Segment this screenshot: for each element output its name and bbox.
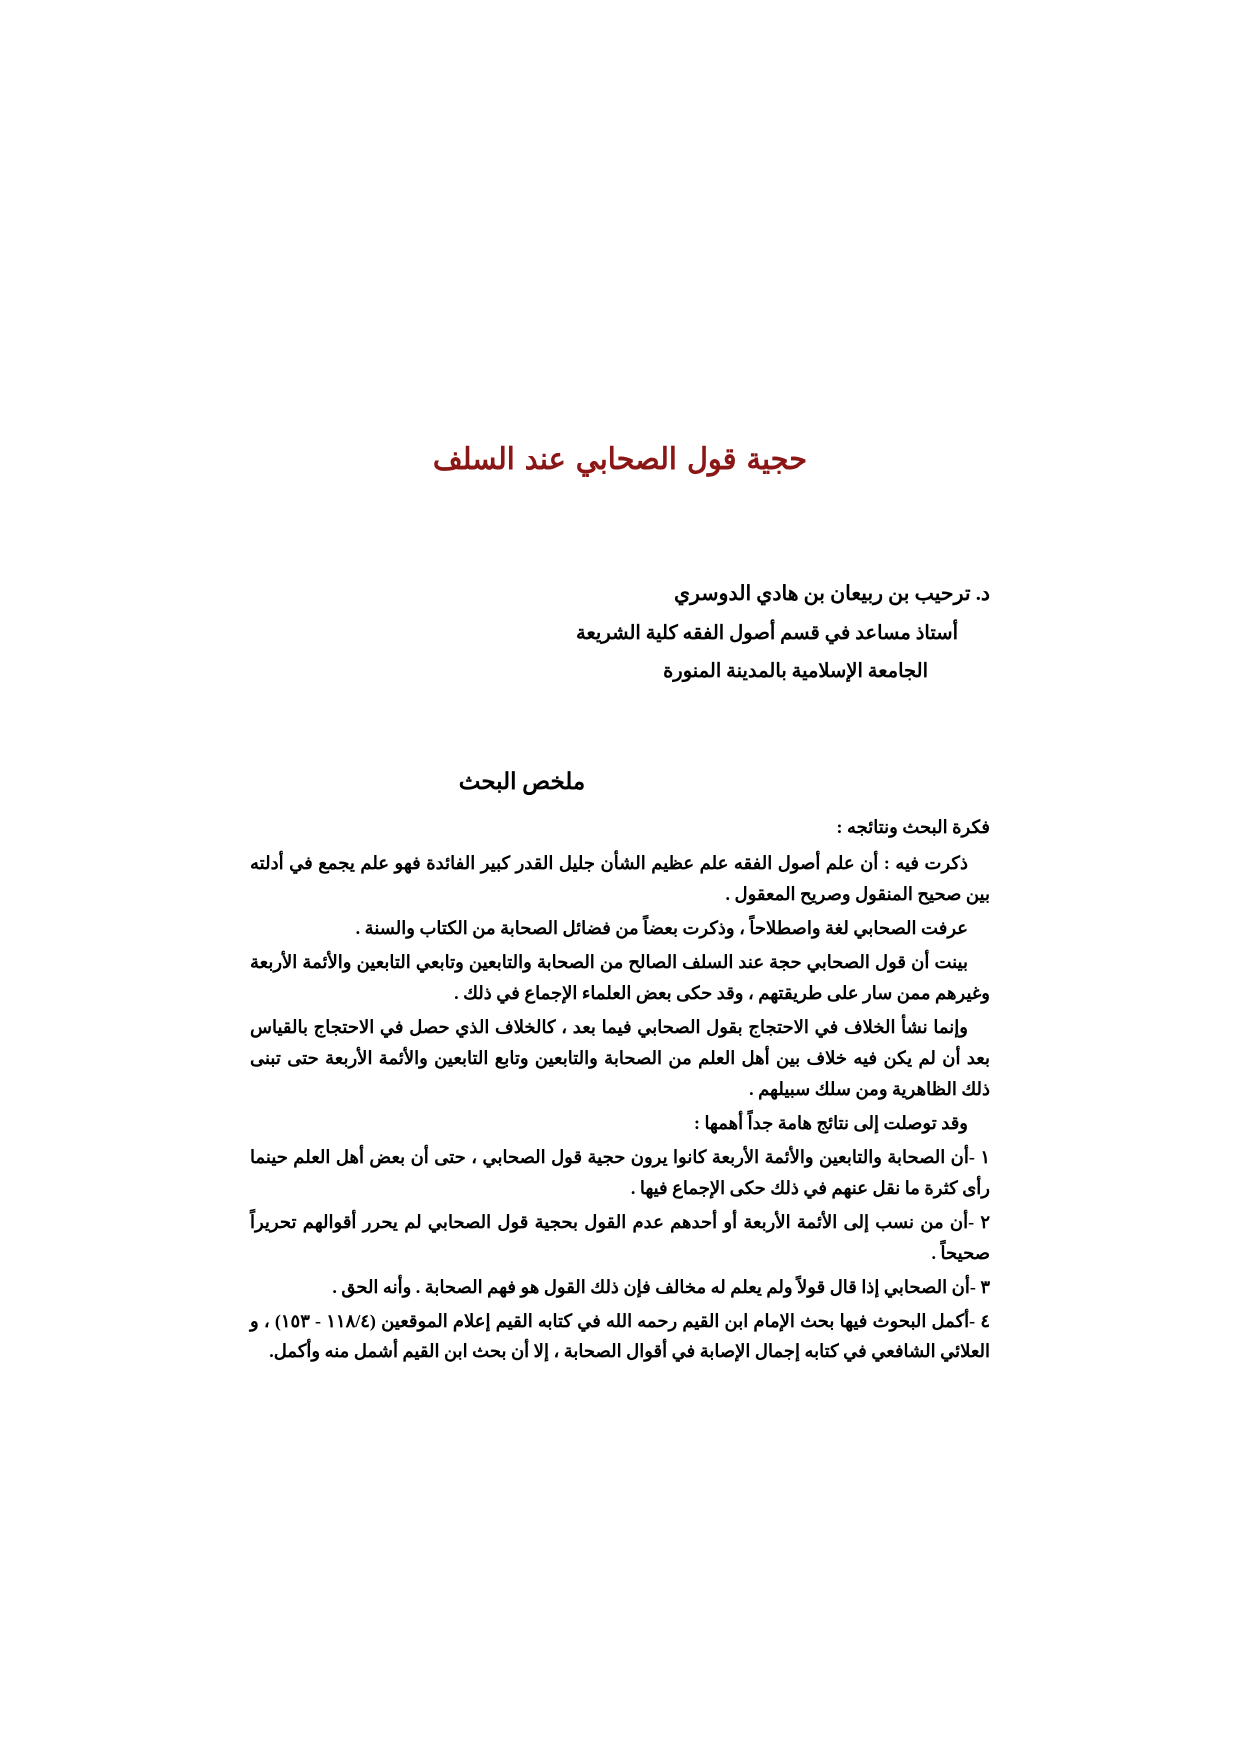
result-item: ٤ -أكمل البحوث فيها بحث الإمام ابن القيم رحمه الله في كتابه القيم إعلام الموقعين (١١٨/٤ - ١٥٣) ، و العلائي الشافعي في كتابه إجمال الإصابة في أقوال الصحابة ، إلا أن بحث ابن القيم أشمل منه وأكمل. [250, 1310, 990, 1362]
result-item: ٢ -أن من نسب إلى الأئمة الأربعة أو أحدهم عدم القول بحجية قول الصحابي لم يحرر أقوالهم تحريراً صحيحاً . [250, 1211, 990, 1263]
author-affiliation-university: الجامعة الإسلامية بالمدينة المنورة [663, 660, 928, 682]
abstract-paragraph: ذكرت فيه : أن علم أصول الفقه علم عظيم الشأن جليل القدر كبير الفائدة فهو علم يجمع في أدلته بين صحيح المنقول وصريح المعقول . [250, 853, 990, 905]
page-content [250, 440, 990, 1370]
abstract-paragraph: بينت أن قول الصحابي حجة عند السلف الصالح من الصحابة والتابعين وتابعي التابعين والأئمة الأربعة وغيرهم ممن سار على طريقتهم ، وقد حكى بعض العلماء الإجماع في ذلك . [250, 952, 990, 1003]
author-block [250, 575, 990, 691]
abstract-heading: ملخص البحث [458, 769, 586, 794]
results-lead-label: وقد توصلت إلى نتائج هامة جداً أهمها : [693, 1112, 968, 1133]
result-item: ٣ -أن الصحابي إذا قال قولاً ولم يعلم له مخالف فإن ذلك القول هو فهم الصحابة . وأنه الحق . [332, 1276, 990, 1297]
abstract-paragraph: وإنما نشأ الخلاف في الاحتجاج بقول الصحابي فيما بعد ، كالخلاف الذي حصل في الاحتجاج بالقياس بعد أن لم يكن فيه خلاف بين أهل العلم من الصحابة والتابعين وتابع التابعين والأئمة الأربعة حتى تبنى ذلك الظاهرية ومن سلك سبيلهم . [250, 1016, 990, 1099]
author-affiliation-department: أستاذ مساعد في قسم أصول الفقه كلية الشريعة [576, 622, 958, 644]
author-name: د. ترحيب بن ربيعان بن هادي الدوسري [674, 583, 990, 605]
result-item: ١ -أن الصحابة والتابعين والأئمة الأربعة كانوا يرون حجية قول الصحابي ، حتى أن بعض أهل العلم حينما رأى كثرة ما نقل عنهم في ذلك حكى الإجماع فيها . [250, 1146, 990, 1198]
page-title: حجية قول الصحابي عند السلف [432, 442, 808, 477]
abstract-lead-label: فكرة البحث ونتائجه : [836, 817, 990, 837]
abstract-paragraph: عرفت الصحابي لغة واصطلاحاً ، وذكرت بعضاً من فضائل الصحابة من الكتاب والسنة . [355, 918, 968, 939]
